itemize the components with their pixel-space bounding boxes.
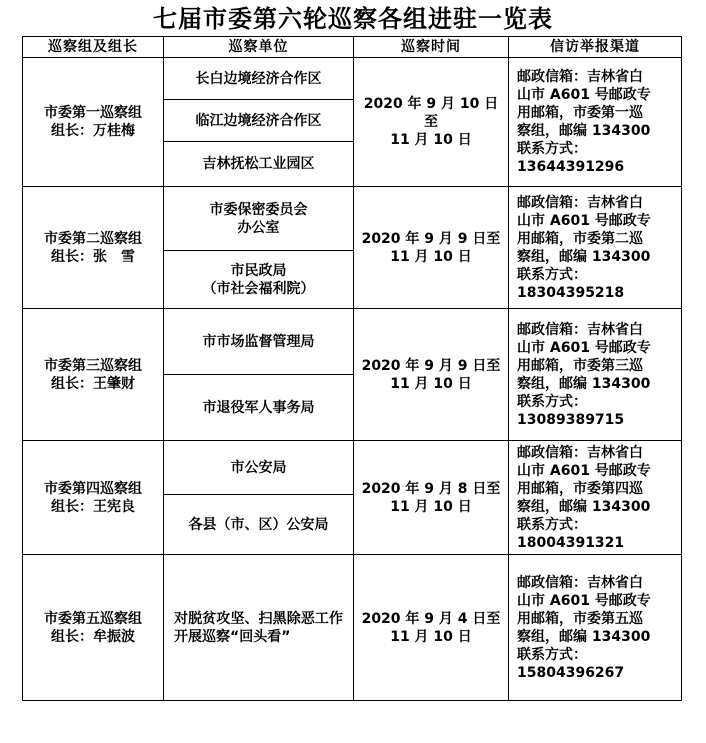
contact-phone: 15804396267: [517, 664, 625, 681]
contact-phone: 13644391296: [517, 159, 625, 175]
mailbox-line: 用邮箱，市委第五巡: [517, 610, 643, 627]
unit-name: 市委保密委员会: [209, 201, 308, 218]
group-leader: 组长：张 雪: [51, 248, 135, 265]
unit-cell: [164, 555, 354, 701]
channel-cell: [509, 309, 682, 441]
header-channel: 信访举报渠道: [509, 37, 682, 58]
mailbox-line: 山市 A601 号邮政专: [517, 212, 651, 229]
mailbox-line: 察组，邮编 134300: [517, 248, 651, 265]
group-leader: 组长：万桂梅: [51, 123, 135, 139]
table-row: [23, 309, 682, 375]
group-leader: 组长：牟振波: [51, 628, 135, 645]
mailbox-line: 用邮箱，市委第一巡: [517, 105, 643, 121]
contact-label: 联系方式：: [517, 516, 587, 533]
group-name: 市委第四巡察组: [44, 480, 142, 497]
time-cell: [354, 58, 509, 187]
group-name: 市委第三巡察组: [44, 357, 142, 374]
header-unit: 巡察单位: [164, 37, 354, 58]
table-row: [23, 441, 682, 495]
mailbox-line: 山市 A601 号邮政专: [517, 339, 651, 356]
unit-name: 吉林抚松工业园区: [202, 156, 315, 172]
table-row: [23, 187, 682, 251]
contact-label: 联系方式：: [517, 646, 587, 663]
channel-cell: [509, 187, 682, 309]
time-line: 11 月 10 日: [390, 375, 472, 392]
time-cell: [354, 187, 509, 309]
mailbox-line: 邮政信箱：吉林省白: [517, 574, 643, 591]
time-line: 11 月 10 日: [390, 498, 472, 515]
unit-cell: [164, 375, 354, 441]
unit-cell: [164, 309, 354, 375]
unit-name: 市公安局: [230, 459, 287, 476]
unit-name: 市市场监督管理局: [202, 333, 315, 350]
time-line: 2020 年 9 月 8 日至: [361, 480, 501, 497]
mailbox-line: 邮政信箱：吉林省白: [517, 69, 643, 85]
group-cell: [23, 309, 164, 441]
group-leader: 组长：王宪良: [51, 498, 135, 515]
unit-name: 长白边境经济合作区: [195, 70, 322, 87]
mailbox-line: 察组，邮编 134300: [517, 123, 651, 139]
mailbox-line: 用邮箱，市委第二巡: [517, 230, 643, 247]
group-name: 市委第五巡察组: [44, 610, 142, 627]
unit-name: （市社会福利院）: [202, 280, 315, 297]
unit-cell: [164, 441, 354, 495]
channel-cell: [509, 58, 682, 187]
contact-phone: 18304395218: [517, 284, 625, 301]
mailbox-line: 山市 A601 号邮政专: [517, 462, 651, 479]
unit-cell: [164, 58, 354, 100]
time-line: 11 月 10 日: [390, 132, 472, 148]
group-name: 市委第二巡察组: [44, 230, 142, 247]
unit-name: 对脱贫攻坚、扫黑除恶工作开展巡察“回头看”: [174, 610, 343, 645]
unit-cell: [164, 187, 354, 251]
time-cell: [354, 309, 509, 441]
time-line: 11 月 10 日: [390, 628, 472, 645]
unit-cell: [164, 495, 354, 555]
unit-cell: [164, 251, 354, 309]
channel-cell: [509, 441, 682, 555]
mailbox-line: 用邮箱，市委第三巡: [517, 357, 643, 374]
unit-cell: [164, 142, 354, 187]
contact-phone: 13089389715: [517, 411, 625, 428]
contact-label: 联系方式：: [517, 141, 587, 157]
unit-name: 各县（市、区）公安局: [188, 516, 329, 533]
mailbox-line: 察组，邮编 134300: [517, 628, 651, 645]
mailbox-line: 察组，邮编 134300: [517, 498, 651, 515]
mailbox-line: 邮政信箱：吉林省白: [517, 194, 643, 211]
page-title: 七届市委第六轮巡察各组进驻一览表: [153, 5, 553, 33]
mailbox-line: 察组，邮编 134300: [517, 375, 651, 392]
unit-name: 市退役军人事务局: [202, 399, 315, 416]
time-line: 2020 年 9 月 9 日至: [361, 230, 501, 247]
contact-phone: 18004391321: [517, 534, 625, 551]
unit-cell: [164, 100, 354, 142]
group-name: 市委第一巡察组: [44, 105, 142, 121]
group-cell: [23, 58, 164, 187]
mailbox-line: 山市 A601 号邮政专: [517, 87, 651, 103]
table-row: [23, 555, 682, 701]
table-row: [23, 58, 682, 100]
contact-label: 联系方式：: [517, 266, 587, 283]
unit-name: 临江边境经济合作区: [195, 112, 322, 129]
mailbox-line: 山市 A601 号邮政专: [517, 592, 651, 609]
time-line: 11 月 10 日: [390, 248, 472, 265]
table-header-row: [23, 37, 682, 58]
group-leader: 组长：王肇财: [51, 375, 135, 392]
time-cell: [354, 441, 509, 555]
time-line: 至: [424, 114, 438, 130]
time-cell: [354, 555, 509, 701]
time-line: 2020 年 9 月 9 日至: [361, 357, 501, 374]
unit-name: 市民政局: [230, 262, 287, 279]
contact-label: 联系方式：: [517, 393, 587, 410]
header-group: 巡察组及组长: [23, 37, 164, 58]
inspection-table: [22, 36, 682, 701]
group-cell: [23, 555, 164, 701]
time-line: 2020 年 9 月 10 日: [363, 96, 499, 112]
mailbox-line: 邮政信箱：吉林省白: [517, 444, 643, 461]
group-cell: [23, 187, 164, 309]
header-time: 巡察时间: [354, 37, 509, 58]
mailbox-line: 用邮箱，市委第四巡: [517, 480, 643, 497]
mailbox-line: 邮政信箱：吉林省白: [517, 321, 643, 338]
time-line: 2020 年 9 月 4 日至: [361, 610, 501, 627]
group-cell: [23, 441, 164, 555]
unit-name: 办公室: [237, 219, 280, 236]
channel-cell: [509, 555, 682, 701]
